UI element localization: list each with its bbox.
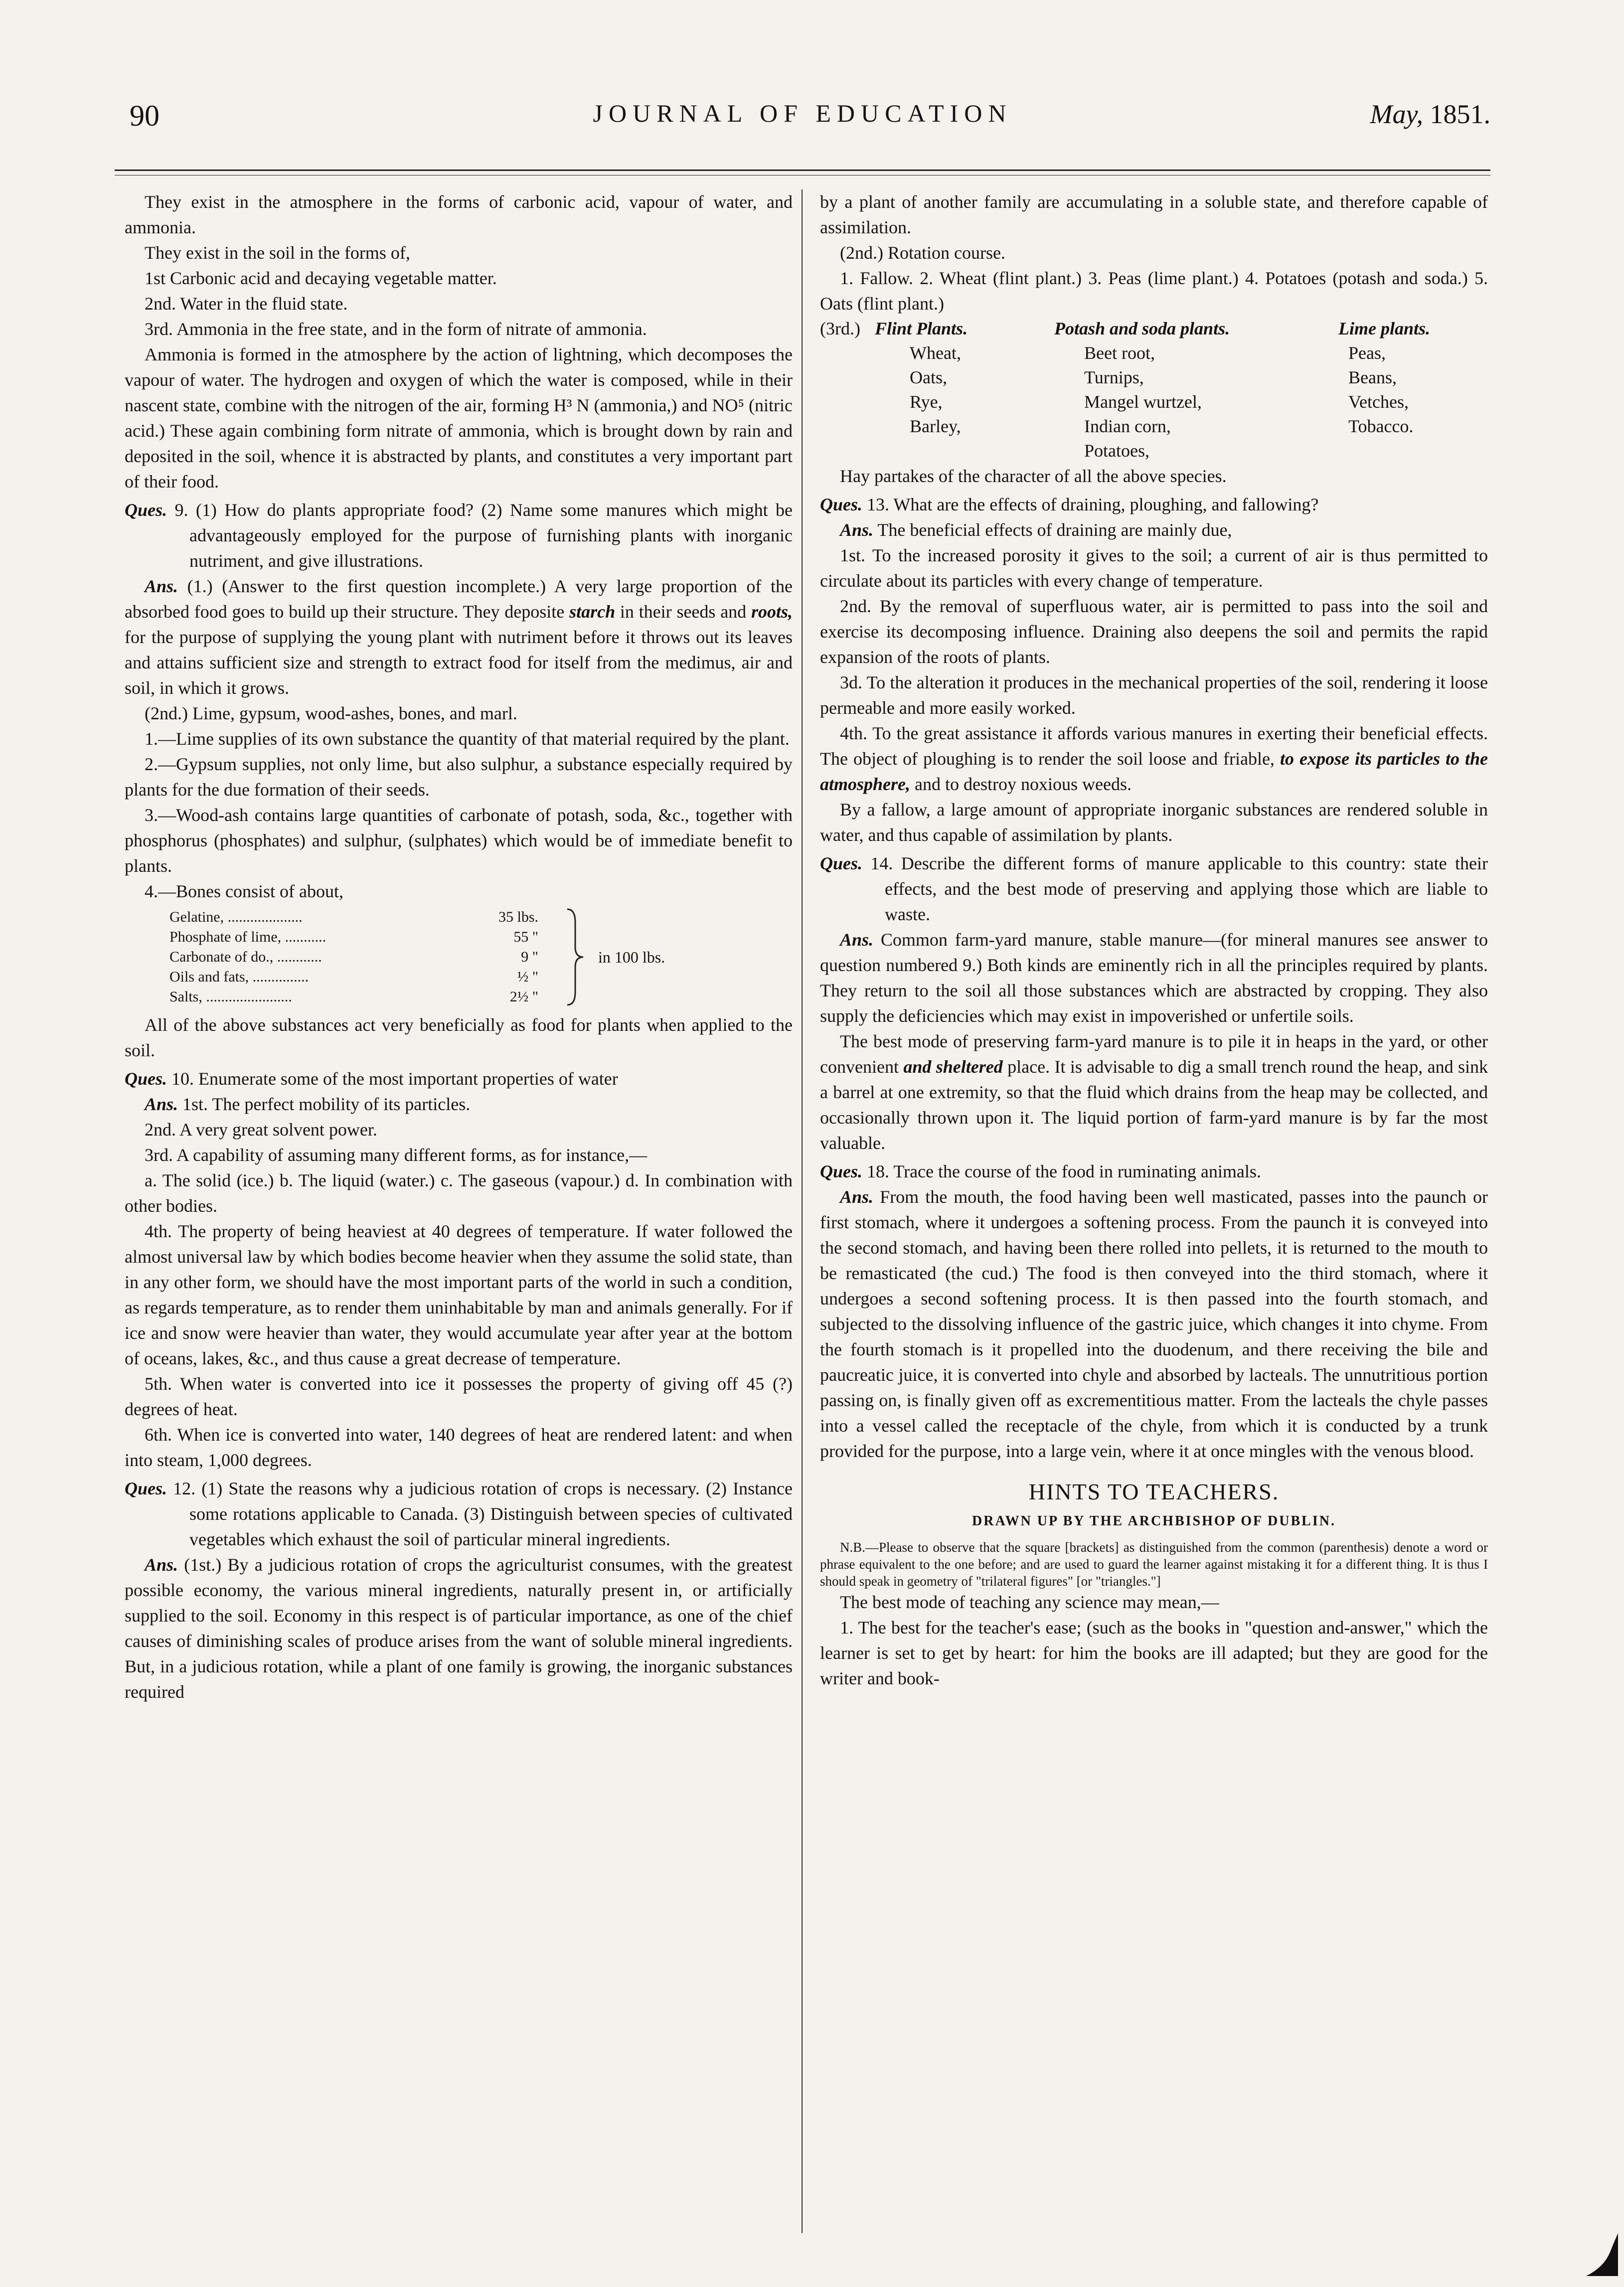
answer-text: The beneficial effects of draining are mainly due, (877, 520, 1232, 540)
paragraph: They exist in the atmosphere in the forms of carbonic acid, vapour of water, and ammonia. (125, 192, 793, 237)
list-item: Potatoes, (1084, 441, 1149, 461)
paragraph: 1st Carbonic acid and decaying vegetable matter. (145, 268, 497, 288)
section-title: HINTS TO TEACHERS. (1028, 1479, 1280, 1504)
question-text: 12. (1) State the reasons why a judicious rotation of crops is necessary. (2) Instance some rotations applicable to Canada. (3) Distinguish between species of cultivated vegetables which exhaust the soil of particular mineral ingredients. (173, 1478, 793, 1549)
paragraph: 3d. To the alteration it produces in the mechanical properties of the soil, rendering it loose permeable and more easily worked. (820, 672, 1488, 718)
column-header: Flint Plants. (875, 319, 968, 338)
list-item: Turnips, (1084, 367, 1144, 387)
paragraph: Ammonia is formed in the atmosphere by the action of lightning, which decomposes the vapour of water. The hydrogen and oxygen of which the water is composed, while in their nascent state, combine with the nitrogen of the air, forming H³ N (ammonia,) and NO⁵ (nitric acid.) These again combining form nitrate of ammonia, which is brought down by rain and deposited in the soil, whence it is abstracted by plants, and constitutes a very important part of their food. (125, 344, 793, 491)
emphasis: and sheltered (903, 1057, 1003, 1077)
question-text: 14. Describe the different forms of manure applicable to this country: state their effects, and the best mode of preserving and applying those which are liable to waste. (870, 853, 1488, 924)
issue-date (1370, 99, 1490, 130)
bones-amount: 2½ " (509, 988, 538, 1005)
question-13 (820, 492, 1488, 517)
bones-amount: 55 " (513, 929, 538, 945)
bones-item: Gelatine, .................... (169, 909, 303, 925)
question-text: 18. Trace the course of the food in ruminating animals. (867, 1161, 1261, 1181)
bones-amount: 9 " (521, 949, 538, 965)
header-rule (115, 169, 1490, 175)
paragraph: 6th. When ice is converted into water, 140 degrees of heat are rendered latent: and when into steam, 1,000 degrees. (125, 1425, 793, 1470)
answer-label: Ans. (145, 1094, 178, 1114)
question-12 (125, 1476, 793, 1552)
list-item: Barley, (910, 416, 961, 436)
paragraph: 1st. To the increased porosity it gives to the soil; a current of air is thus permitted to circulate about its particles with every change of temperature. (820, 545, 1488, 591)
paragraph: 3rd. Ammonia in the free state, and in the form of nitrate of ammonia. (145, 319, 647, 339)
right-column (820, 189, 1488, 1691)
list-item: Beans, (1348, 367, 1397, 387)
bones-item: Oils and fats, ............... (169, 969, 309, 985)
emphasis: roots, (751, 602, 793, 622)
question-10 (125, 1066, 793, 1092)
question-label: Ques. (820, 494, 863, 514)
answer-13 (820, 517, 1488, 543)
list-item: 3.—Wood-ash contains large quantities of carbonate of potash, soda, &c., together with phosphorus (phosphates) and sulphur, (sulphates) which would be of immediate benefit to plants. (125, 805, 793, 876)
paragraph: 1. The best for the teacher's ease; (such as the books in "question and-answer," which the learner is set to get by heart: for him the books are ill adapted; but they are good for the writer and book- (820, 1618, 1488, 1688)
crops-prefix-label: (3rd.) (820, 319, 860, 338)
bones-item: Salts, ....................... (169, 988, 292, 1005)
paragraph: By a fallow, a large amount of appropriate inorganic substances are rendered soluble in water, and thus capable of assimilation by plants. (820, 800, 1488, 845)
answer-text: for the purpose of supplying the young plant with nutriment before it throws out its leaves and attains sufficient size and strength to extract food for itself from the medimus, air and soil, in which it grows. (125, 627, 793, 698)
brace-icon (563, 907, 588, 1007)
list-item: Beet root, (1084, 343, 1155, 363)
list-item: Peas, (1348, 343, 1386, 363)
answer-text: place. It is advisable to dig a small trench round the heap, and sink a barrel at one extremity, so that the fluid which drains from the heap may be collected, and occasionally thrown upon it. The liquid portion of farm-yard manure is by far the most valuable. (820, 1057, 1488, 1153)
bones-item: Carbonate of do., ............ (169, 949, 322, 965)
answer-text: The best mode of preserving farm-yard manure is to pile it in heaps in the yard, or other convenient (820, 1031, 1488, 1077)
question-9 (125, 497, 793, 574)
list-item: Vetches, (1348, 392, 1409, 412)
paragraph: They exist in the soil in the forms of, (145, 243, 410, 263)
crops-prefix (820, 317, 860, 341)
paragraph: All of the above substances act very beneficially as food for plants when applied to the soil. (125, 1015, 793, 1060)
answer-9 (125, 574, 793, 701)
list-item: 1.—Lime supplies of its own substance the quantity of that material required by the plant. (145, 729, 790, 749)
answer-label: Ans. (145, 1555, 178, 1575)
question-label: Ques. (125, 1069, 167, 1089)
answer-label: Ans. (840, 520, 874, 540)
editorial-note: N.B.—Please to observe that the square [brackets] as distinguished from the common (parenthesis) denote a word or phrase equivalent to the one before; and are used to guard the learner against mistaking it for a different thing. It is thus I should speak in geometry of "trilateral figures" [or "triangles."] (820, 1540, 1488, 1589)
answer-text: (1.) (Answer to the first question incomplete.) A very large proportion of the absorbed food goes to build up their structure. They deposite (125, 576, 793, 622)
paragraph: The best mode of teaching any science may mean,— (840, 1592, 1219, 1612)
list-item: Rye, (910, 392, 943, 412)
paragraph: 2nd. A very great solvent power. (145, 1120, 377, 1140)
page-header (115, 95, 1490, 140)
bones-note: in 100 lbs. (598, 948, 665, 966)
potash-plants-column (1054, 317, 1230, 463)
column-header: Potash and soda plants. (1054, 319, 1230, 338)
answer-label: Ans. (145, 576, 178, 596)
issue-year: 1851. (1430, 99, 1490, 129)
journal-title: JOURNAL OF EDUCATION (593, 99, 1012, 127)
paragraph: 5th. When water is converted into ice it possesses the property of giving off 45 (?) degrees of heat. (125, 1374, 793, 1419)
question-label: Ques. (820, 1161, 863, 1181)
paragraph: 1. Fallow. 2. Wheat (flint plant.) 3. Peas (lime plant.) 4. Potatoes (potash and soda.) 5. Oats (flint plant.) (820, 268, 1488, 314)
paragraph: a. The solid (ice.) b. The liquid (water.) c. The gaseous (vapour.) d. In combination with other bodies. (125, 1170, 793, 1216)
question-14 (820, 851, 1488, 927)
paragraph: (2nd.) Rotation course. (840, 243, 1005, 263)
list-item: Indian corn, (1084, 416, 1171, 436)
list-item: Mangel wurtzel, (1084, 392, 1202, 412)
paragraph: 4th. The property of being heaviest at 40 degrees of temperature. If water followed the almost universal law by which bodies become heavier when they assume the solid state, than in any other form, we should have the most important parts of the world in such a condition, as regards temperature, as to render them uninhabitable by man and animals generally. For if ice and snow were heavier than water, they would accumulate year after year at the bottom of oceans, lakes, &c., and thus cause a great decrease of temperature. (125, 1221, 793, 1368)
issue-month: May, (1370, 99, 1423, 129)
question-label: Ques. (125, 500, 167, 520)
answer-text: (1st.) By a judicious rotation of crops the agriculturist consumes, with the greatest possible economy, the various mineral ingredients, naturally present in, or artificially supplied to the soil. Economy in this respect is of particular importance, as one of the chief causes of diminishing scales of produce arises from the want of soluble mineral ingredients. But, in a judicious rotation, while a plant of one family is growing, the inorganic substances required (125, 1555, 793, 1702)
flint-list (875, 341, 968, 439)
answer-18 (820, 1184, 1488, 1464)
answer-label: Ans. (840, 930, 874, 950)
crops-classification (820, 317, 1488, 464)
section-subtitle: DRAWN UP BY THE ARCHBISHOP OF DUBLIN. (972, 1513, 1336, 1529)
question-18 (820, 1159, 1488, 1184)
paragraph: Hay partakes of the character of all the above species. (840, 466, 1227, 486)
list-item: Tobacco. (1348, 416, 1414, 436)
lime-plants-column (1338, 317, 1430, 439)
list-item: Oats, (910, 367, 947, 387)
journal-page (115, 95, 1490, 2238)
paragraph (820, 1029, 1488, 1156)
list-item: 2.—Gypsum supplies, not only lime, but also sulphur, a substance especially required by plants for the due formation of their seeds. (125, 754, 793, 800)
answer-10 (125, 1092, 793, 1117)
list-item: 4.—Bones consist of about, (145, 881, 343, 901)
question-text: 9. (1) How do plants appropriate food? (2) Name some manures which might be advantageously employed for the purpose of furnishing plants with inorganic nutriment, and give illustrations. (174, 500, 793, 571)
bones-item: Phosphate of lime, ........... (169, 929, 326, 945)
emphasis: to expose its particles to the atmosphere, (820, 749, 1488, 794)
potash-list (1054, 341, 1230, 463)
question-label: Ques. (820, 853, 863, 873)
answer-text: Common farm-yard manure, stable manure—(for mineral manures see answer to question numbered 9.) Both kinds are eminently rich in all the principles required by plants. They return to the soil all those substances which are abstracted by cropping. They also supply the deficiencies which may exist in impoverished or unfertile soils. (820, 930, 1488, 1026)
question-text: 10. Enumerate some of the most important properties of water (171, 1069, 618, 1089)
answer-text: 4th. To the great assistance it affords various manures in exerting their beneficial effects. The object of ploughing is to render the soil loose and friable, (820, 723, 1488, 769)
page-number: 90 (130, 99, 160, 132)
paragraph: 2nd. Water in the fluid state. (145, 294, 348, 314)
column-divider (802, 189, 803, 2233)
left-column (125, 189, 793, 1705)
bones-composition-table (169, 907, 718, 1009)
question-label: Ques. (125, 1478, 167, 1498)
paragraph (820, 721, 1488, 797)
flint-plants-column (875, 317, 968, 439)
paragraph: 2nd. By the removal of superfluous water, air is permitted to pass into the soil and exercise its decomposing influence. Draining also deepens the soil and permits the rapid expansion of the roots of plants. (820, 596, 1488, 667)
answer-12 (125, 1552, 793, 1705)
answer-text: 1st. The perfect mobility of its particles. (182, 1094, 471, 1114)
answer-14 (820, 927, 1488, 1029)
article-columns (115, 189, 1490, 2238)
column-header: Lime plants. (1338, 319, 1431, 338)
paragraph: by a plant of another family are accumulating in a soluble state, and therefore capable of assimilation. (820, 192, 1488, 237)
bones-amount: 35 lbs. (498, 909, 538, 925)
emphasis: starch (569, 602, 616, 622)
question-text: 13. What are the effects of draining, ploughing, and fallowing? (867, 494, 1319, 514)
answer-text: in their seeds and (620, 602, 747, 622)
page-corner-mark (1584, 2232, 1619, 2277)
lime-list (1338, 341, 1430, 439)
list-item: Wheat, (910, 343, 961, 363)
bones-amount: ½ " (517, 969, 538, 985)
answer-label: Ans. (840, 1187, 874, 1207)
paragraph: (2nd.) Lime, gypsum, wood-ashes, bones, and marl. (145, 703, 517, 723)
paragraph: 3rd. A capability of assuming many different forms, as for instance,— (145, 1145, 648, 1165)
answer-text: From the mouth, the food having been well masticated, passes into the paunch or first stomach, where it undergoes a softening process. From the paunch it is conveyed into the second stomach, and having been there rolled into pellets, it is returned to the mouth to be remasticated (the cud.) The food is then conveyed into the third stomach, where it undergoes a second softening process. It is then passed into the fourth stomach, and subjected to the dissolving influence of the gastric juice, which changes it into chyme. From the fourth stomach is it propelled into the duodenum, and there receiving the bile and paucreatic juice, it is converted into chyle and absorbed by lacteals. The unnutritious portion passing on, is finally given off as excrementitious matter. From the lacteals the chyle passes into a vessel called the receptacle of the chyle, from which it is conducted by a trunk provided for the purpose, into a large vein, where it at once mingles with the venous blood. (820, 1187, 1488, 1461)
answer-text: and to destroy noxious weeds. (915, 774, 1132, 794)
